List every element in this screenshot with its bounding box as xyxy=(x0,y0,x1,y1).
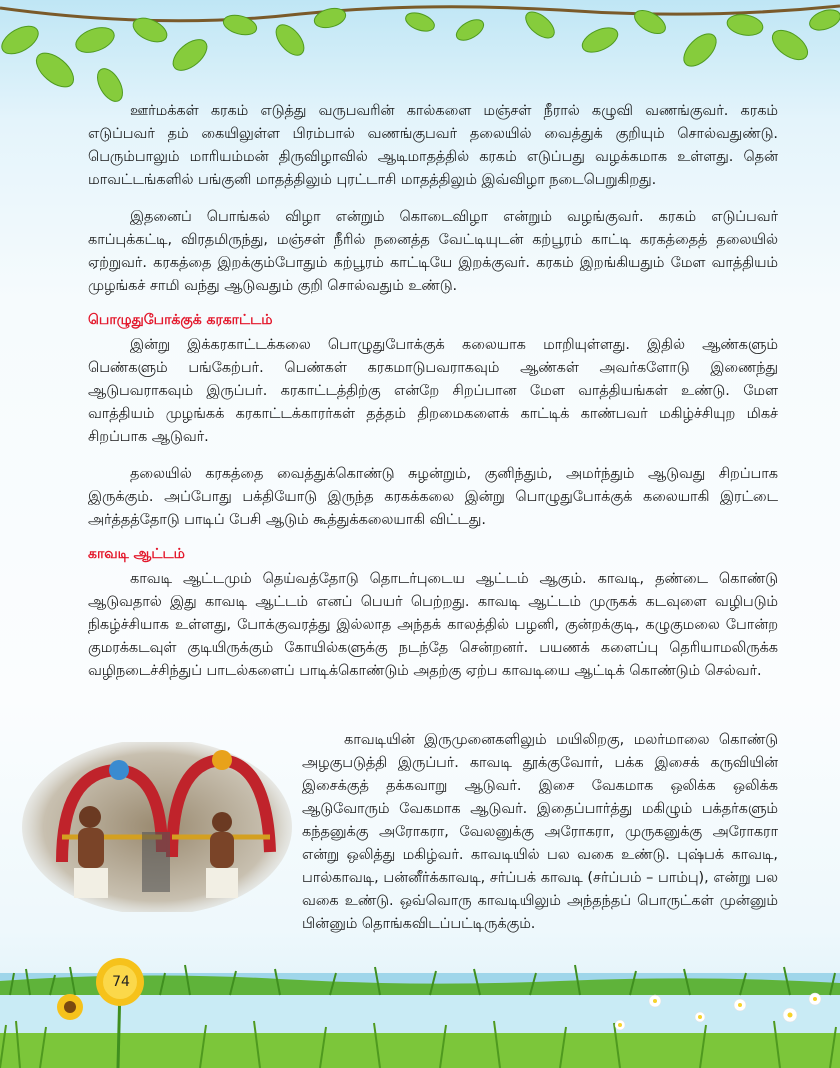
section-heading-kavadi: காவடி ஆட்டம் xyxy=(88,546,185,562)
paragraph: ஊர்மக்கள் கரகம் எடுத்து வருபவரின் கால்களை மஞ்சள் நீரால் கழுவி வணங்குவர். கரகம் எடுப்பவர் தம் கையிலுள்ள பிரம்பால் வணங்குபவர் தலையில் வைத்துக் குறியும் சொல்வதுண்டு. பெரும்பாலும் மாரியம்மன் திருவிழாவில் ஆடிமாதத்தில் கரகம் எடுப்பது வழக்கமாக உள்ளது. தென் மாவட்டங்களில் பங்குனி மாதத்திலும் புரட்டாசி மாதத்திலும் இவ்விழா நடைபெறுகிறது. xyxy=(88,103,778,188)
page-content xyxy=(88,100,778,697)
top-leaves-decoration xyxy=(0,0,840,110)
paragraph: இன்று இக்கரகாட்டக்கலை பொழுதுபோக்குக் கலையாக மாறியுள்ளது. இதில் ஆண்களும் பெண்களும் பங்கேற்பர். பெண்கள் கரகமாடுபவராகவும் ஆண்கள் அவர்களோடு இணைந்து ஆடுபவராகவும் இருப்பர். கரகாட்டத்திற்கு என்றே சிறப்பான மேள வாத்தியங்கள் உண்டு. மேள வாத்தியம் முழங்கக் கரகாட்டக்காரர்கள் தத்தம் திறமைகளைக் காட்டிக் காண்பவர் மகிழ்ச்சியுற மிகச் சிறப்பாக ஆடுவர். xyxy=(88,337,778,445)
page-number: 74 xyxy=(112,974,130,990)
paragraph: இதனைப் பொங்கல் விழா என்றும் கொடைவிழா என்றும் வழங்குவர். கரகம் எடுப்பவர் காப்புக்கட்டி, விரதமிருந்து, மஞ்சள் நீரில் நனைத்த வேட்டியுடன் கற்பூரம் காட்டி கரகத்தைத் தலையில் ஏற்றுவர். கரகத்தை இறக்கும்போதும் கற்பூரம் காட்டியே இறக்குவர். கரகம் இறங்கியதும் மேள வாத்தியம் முழங்கச் சாமி வந்து ஆடுவதும் குறி சொல்வதும் உண்டு. xyxy=(88,209,778,294)
kavadi-dance-photo xyxy=(22,742,292,912)
paragraph: காவடியின் இருமுனைகளிலும் மயிலிறகு, மலர்மாலை கொண்டு அழகுபடுத்தி இருப்பர். காவடி தூக்குவோர், பக்க இசைக் கருவியின் இசைக்குத் தக்கவாறு ஆடுவர். இசை வேகமாக ஒலிக்க ஒலிக்க ஆடுவோரும் வேகமாக ஆடுவர். இதைப்பார்த்து மகிழும் பக்தர்களும் கந்தனுக்கு அரோகரா, வேலனுக்கு அரோகரா, முருகனுக்கு அரோகரா என்று ஒலித்து மகிழ்வர். காவடியில் பல வகை உண்டு. புஷ்பக் காவடி, பால்காவடி, பன்னீர்க்காவடி, சர்ப்பக் காவடி (சர்ப்பம் – பாம்பு), என்று பல வகை உண்டு. ஒவ்வொரு காவடியிலும் அந்தந்தப் பொருட்கள் முன்னும் பின்னும் தொங்கவிடப்பட்டிருக்கும். xyxy=(302,732,778,932)
section-heading-karakattam: பொழுதுபோக்குக் கரகாட்டம் xyxy=(88,312,273,328)
paragraph: தலையில் கரகத்தை வைத்துக்கொண்டு சுழன்றும், குனிந்தும், அமர்ந்தும் ஆடுவது சிறப்பாக இருக்கும். அப்போது பக்தியோடு இருந்த கரகக்கலை இன்று பொழுதுபோக்குக் கலையாகி இரட்டை அர்த்தத்தோடு பாடிப் பேசி ஆடும் கூத்துக்கலையாகி விட்டது. xyxy=(88,466,778,528)
paragraph: காவடி ஆட்டமும் தெய்வத்தோடு தொடர்புடைய ஆட்டம் ஆகும். காவடி, தண்டை கொண்டு ஆடுவதால் இது காவடி ஆட்டம் எனப் பெயர் பெற்றது. காவடி ஆட்டம் முருகக் கடவுளை வழிபடும் நிகழ்ச்சியாக உள்ளது, போக்குவரத்து இல்லாத அந்தக் காலத்தில் பழனி, குன்றக்குடி, கழுகுமலை போன்ற குமரக்கடவுள் குடியிருக்கும் கோயில்களுக்கு நடந்தே சென்றனர். பயணக் களைப்பு தெரியாமலிருக்க வழிநடைச்சிந்துப் பாடல்களைப் பாடிக்கொண்டும் அதற்கு ஏற்ப காவடியை ஆட்டிக் கொண்டும் செல்வர். xyxy=(88,571,778,679)
kavadi-float-text xyxy=(302,729,778,936)
